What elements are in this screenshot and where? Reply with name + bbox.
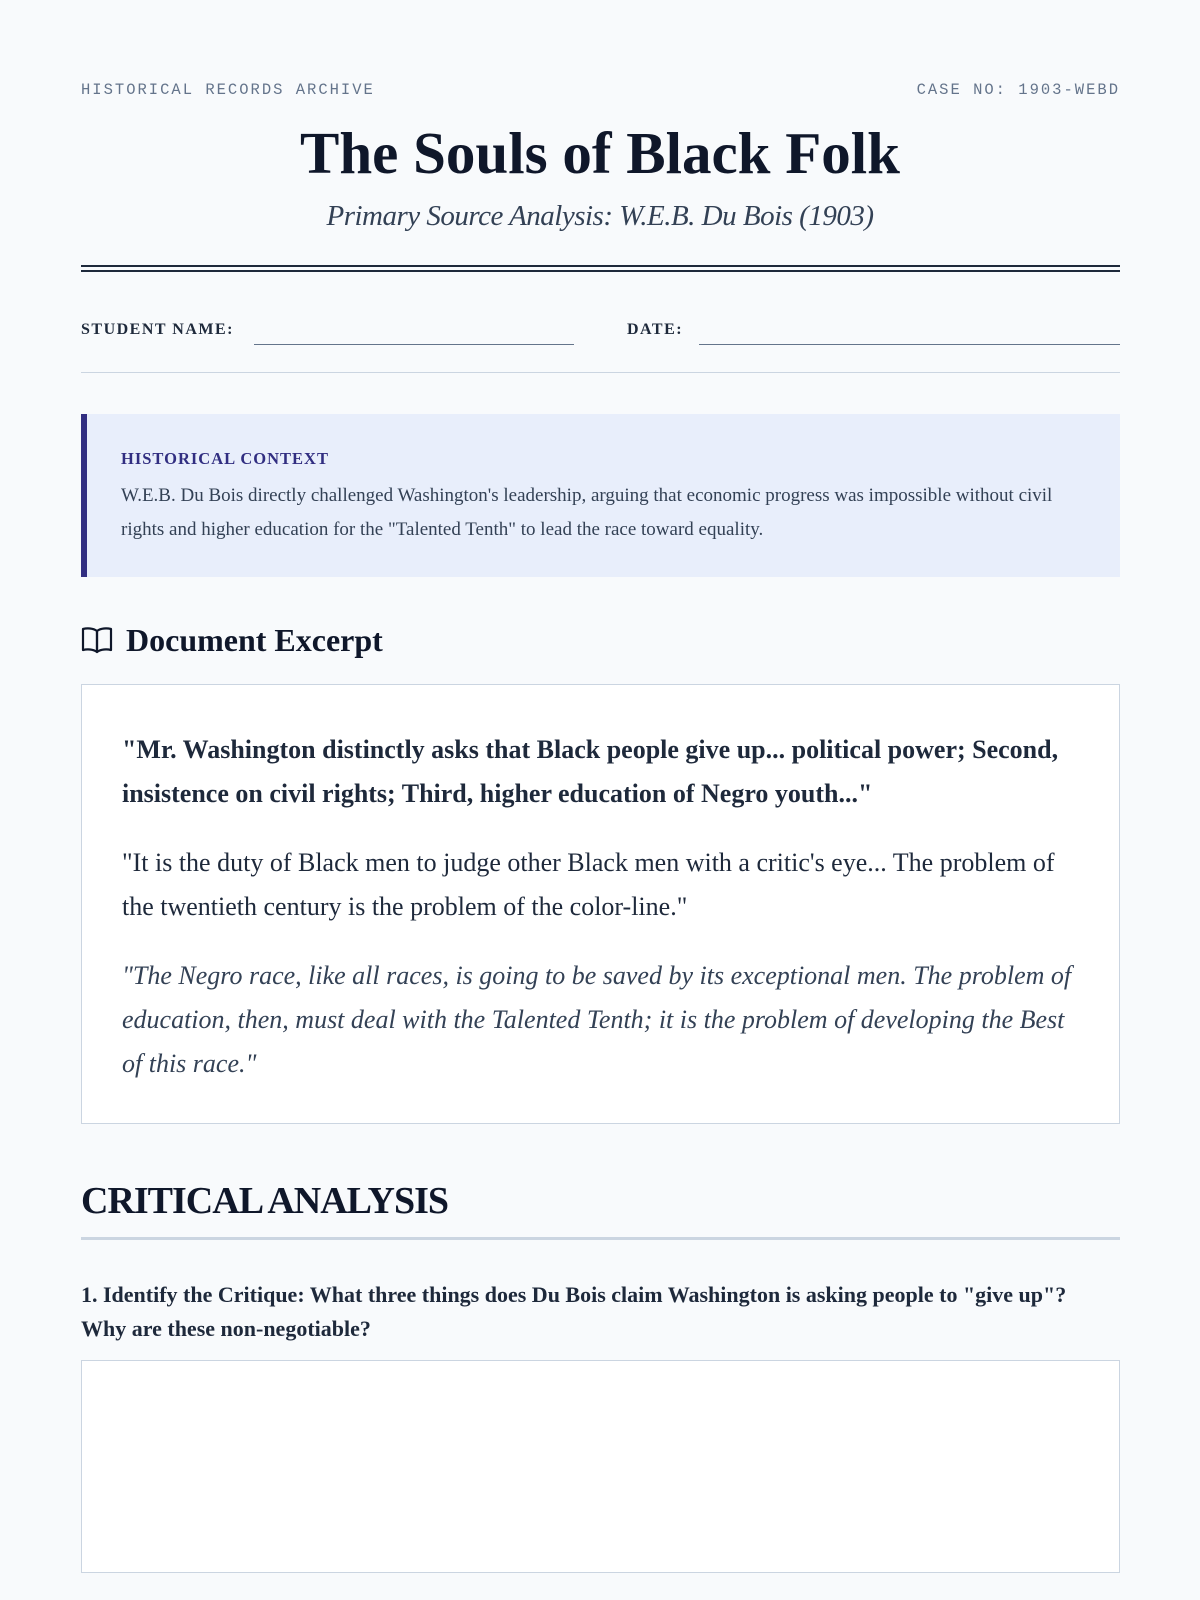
archive-label: HISTORICAL RECORDS ARCHIVE: [81, 81, 375, 99]
fields-divider: [81, 372, 1120, 373]
page-subtitle: Primary Source Analysis: W.E.B. Du Bois (1903): [326, 200, 874, 232]
excerpt-quote: "The Negro race, like all races, is going to be saved by its exceptional men. The problem of education, then, must deal with the Talented Tenth; it is the problem of developing the Best of this race.": [122, 961, 1072, 1078]
excerpt-quote: "Mr. Washington distinctly asks that Black people give up... political power; Second, insistence on civil rights; Third, higher education of Negro youth...": [122, 735, 1059, 808]
critical-analysis-heading: CRITICAL ANALYSIS: [81, 1180, 449, 1222]
question-1: 1. Identify the Critique: What three things does Du Bois claim Washington is asking people to "give up"? Why are these non-negotiable?: [81, 1282, 1067, 1341]
title-divider: [81, 265, 1120, 272]
case-number: CASE NO: 1903-WEBD: [916, 81, 1120, 99]
historical-context-box: [81, 414, 1120, 577]
student-fields: [81, 318, 1120, 346]
student-name-label: STUDENT NAME:: [81, 321, 234, 338]
analysis-divider: [81, 1237, 1120, 1240]
context-body: W.E.B. Du Bois directly challenged Washington's leadership, arguing that economic progress was impossible without civil rights and higher education for the "Talented Tenth" to lead the race toward equality.: [121, 485, 1053, 540]
page-title: The Souls of Black Folk: [300, 120, 900, 186]
excerpt-quote: "It is the duty of Black men to judge other Black men with a critic's eye... The problem of the twentieth century is the problem of the color-line.": [122, 848, 1055, 921]
date-field[interactable]: [699, 344, 1120, 345]
context-heading: HISTORICAL CONTEXT: [121, 449, 329, 468]
excerpt-section-heading: [81, 620, 383, 660]
date-label: DATE:: [627, 321, 684, 338]
document-excerpt-box: [81, 684, 1120, 1124]
student-name-field[interactable]: [254, 344, 574, 345]
excerpt-heading-text: Document Excerpt: [126, 622, 383, 658]
answer-box-1[interactable]: [81, 1360, 1120, 1573]
meta-row: [81, 81, 1120, 99]
book-open-icon: [81, 625, 113, 655]
